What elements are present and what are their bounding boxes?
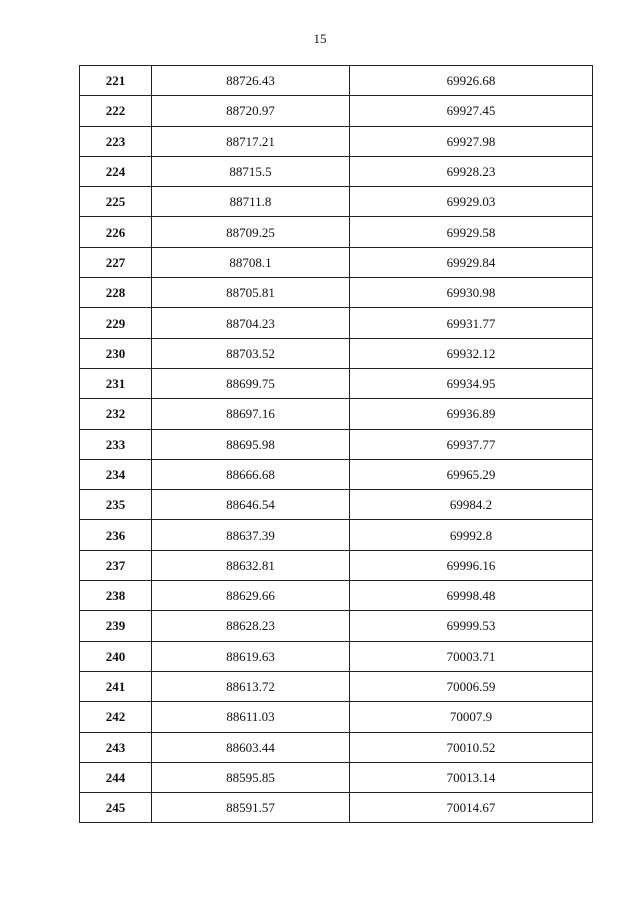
y-coordinate-cell: 69928.23: [350, 156, 593, 186]
table-row: [80, 459, 593, 489]
x-coordinate-cell: 88720.97: [152, 96, 350, 126]
point-number-cell: 228: [80, 278, 152, 308]
x-coordinate-cell: 88629.66: [152, 581, 350, 611]
point-number-cell: 225: [80, 187, 152, 217]
table-row: [80, 671, 593, 701]
x-coordinate-cell: 88704.23: [152, 308, 350, 338]
y-coordinate-cell: 69929.03: [350, 187, 593, 217]
y-coordinate-cell: 69929.84: [350, 247, 593, 277]
point-number-cell: 245: [80, 793, 152, 823]
table-row: [80, 732, 593, 762]
x-coordinate-cell: 88726.43: [152, 66, 350, 96]
x-coordinate-cell: 88711.8: [152, 187, 350, 217]
y-coordinate-cell: 69927.98: [350, 126, 593, 156]
x-coordinate-cell: 88632.81: [152, 550, 350, 580]
table-row: [80, 217, 593, 247]
x-coordinate-cell: 88646.54: [152, 490, 350, 520]
y-coordinate-cell: 69996.16: [350, 550, 593, 580]
point-number-cell: 236: [80, 520, 152, 550]
point-number-cell: 227: [80, 247, 152, 277]
coordinates-table: [79, 65, 593, 823]
table-row: [80, 490, 593, 520]
table-row: [80, 278, 593, 308]
table-row: [80, 126, 593, 156]
y-coordinate-cell: 69998.48: [350, 581, 593, 611]
point-number-cell: 226: [80, 217, 152, 247]
y-coordinate-cell: 70007.9: [350, 702, 593, 732]
y-coordinate-cell: 69984.2: [350, 490, 593, 520]
y-coordinate-cell: 69926.68: [350, 66, 593, 96]
table-row: [80, 187, 593, 217]
y-coordinate-cell: 69936.89: [350, 399, 593, 429]
x-coordinate-cell: 88666.68: [152, 459, 350, 489]
point-number-cell: 221: [80, 66, 152, 96]
point-number-cell: 234: [80, 459, 152, 489]
page-number: 15: [313, 31, 327, 46]
table-row: [80, 368, 593, 398]
point-number-cell: 235: [80, 490, 152, 520]
x-coordinate-cell: 88709.25: [152, 217, 350, 247]
y-coordinate-cell: 69934.95: [350, 368, 593, 398]
point-number-cell: 238: [80, 581, 152, 611]
point-number-cell: 239: [80, 611, 152, 641]
y-coordinate-cell: 69932.12: [350, 338, 593, 368]
table-row: [80, 641, 593, 671]
x-coordinate-cell: 88591.57: [152, 793, 350, 823]
point-number-cell: 237: [80, 550, 152, 580]
x-coordinate-cell: 88715.5: [152, 156, 350, 186]
table-row: [80, 66, 593, 96]
table-row: [80, 520, 593, 550]
table-row: [80, 308, 593, 338]
x-coordinate-cell: 88619.63: [152, 641, 350, 671]
x-coordinate-cell: 88705.81: [152, 278, 350, 308]
table-row: [80, 581, 593, 611]
table-row: [80, 96, 593, 126]
point-number-cell: 222: [80, 96, 152, 126]
point-number-cell: 224: [80, 156, 152, 186]
y-coordinate-cell: 70013.14: [350, 762, 593, 792]
y-coordinate-cell: 70010.52: [350, 732, 593, 762]
y-coordinate-cell: 69929.58: [350, 217, 593, 247]
y-coordinate-cell: 69999.53: [350, 611, 593, 641]
point-number-cell: 229: [80, 308, 152, 338]
table-row: [80, 702, 593, 732]
point-number-cell: 241: [80, 671, 152, 701]
x-coordinate-cell: 88637.39: [152, 520, 350, 550]
x-coordinate-cell: 88603.44: [152, 732, 350, 762]
table-row: [80, 429, 593, 459]
x-coordinate-cell: 88717.21: [152, 126, 350, 156]
point-number-cell: 244: [80, 762, 152, 792]
y-coordinate-cell: 69931.77: [350, 308, 593, 338]
table-row: [80, 550, 593, 580]
y-coordinate-cell: 70006.59: [350, 671, 593, 701]
x-coordinate-cell: 88611.03: [152, 702, 350, 732]
point-number-cell: 240: [80, 641, 152, 671]
table-row: [80, 156, 593, 186]
y-coordinate-cell: 69937.77: [350, 429, 593, 459]
x-coordinate-cell: 88697.16: [152, 399, 350, 429]
y-coordinate-cell: 70003.71: [350, 641, 593, 671]
table-row: [80, 338, 593, 368]
point-number-cell: 243: [80, 732, 152, 762]
x-coordinate-cell: 88699.75: [152, 368, 350, 398]
point-number-cell: 230: [80, 338, 152, 368]
table-row: [80, 793, 593, 823]
x-coordinate-cell: 88703.52: [152, 338, 350, 368]
point-number-cell: 231: [80, 368, 152, 398]
table-row: [80, 611, 593, 641]
table-row: [80, 762, 593, 792]
x-coordinate-cell: 88708.1: [152, 247, 350, 277]
point-number-cell: 233: [80, 429, 152, 459]
y-coordinate-cell: 69992.8: [350, 520, 593, 550]
table-row: [80, 399, 593, 429]
y-coordinate-cell: 70014.67: [350, 793, 593, 823]
point-number-cell: 232: [80, 399, 152, 429]
y-coordinate-cell: 69927.45: [350, 96, 593, 126]
point-number-cell: 223: [80, 126, 152, 156]
coordinates-table-body: [80, 66, 593, 823]
x-coordinate-cell: 88613.72: [152, 671, 350, 701]
table-row: [80, 247, 593, 277]
y-coordinate-cell: 69930.98: [350, 278, 593, 308]
x-coordinate-cell: 88695.98: [152, 429, 350, 459]
y-coordinate-cell: 69965.29: [350, 459, 593, 489]
point-number-cell: 242: [80, 702, 152, 732]
x-coordinate-cell: 88628.23: [152, 611, 350, 641]
x-coordinate-cell: 88595.85: [152, 762, 350, 792]
